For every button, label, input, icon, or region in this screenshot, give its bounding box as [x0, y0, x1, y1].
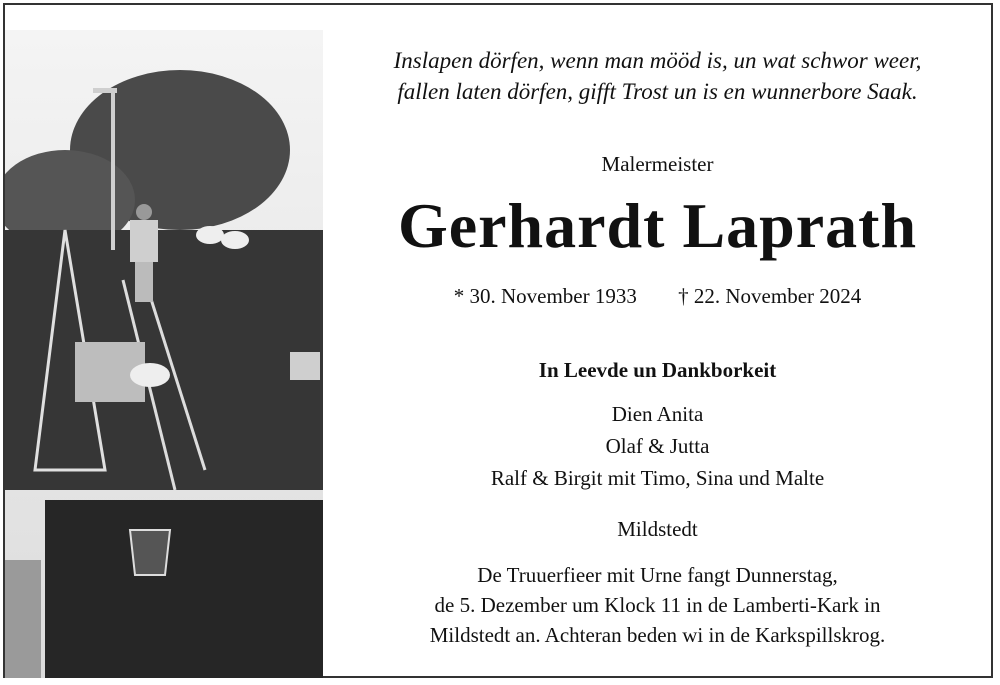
obituary-text — [345, 0, 970, 685]
memorial-photo — [5, 30, 323, 678]
mourner: Ralf & Birgit mit Timo, Sina und Malte — [490, 466, 825, 490]
birth-date: * 30. November 1933 — [453, 284, 637, 308]
service-line: de 5. Dezember um Klock 11 in de Lamberti-Kark in — [434, 593, 881, 617]
service-info — [345, 560, 970, 650]
quote-line: fallen laten dörfen, gifft Trost un is en wunnerbore Saak. — [397, 79, 918, 104]
quote-line: Inslapen dörfen, wenn man mööd is, un wat schwor weer, — [393, 48, 922, 73]
quote — [345, 45, 970, 107]
service-line: Mildstedt an. Achteran beden wi in de Karkspillskrog. — [429, 623, 886, 647]
place: Mildstedt — [617, 517, 698, 541]
profession: Malermeister — [601, 152, 714, 176]
service-line: De Truuerfieer mit Urne fangt Dunnerstag, — [477, 563, 838, 587]
mourner: Olaf & Jutta — [605, 434, 710, 458]
deceased-name: Gerhardt Laprath — [397, 190, 918, 261]
mourner: Dien Anita — [611, 402, 704, 426]
death-date: † 22. November 2024 — [678, 284, 862, 308]
mourners-list — [345, 398, 970, 494]
life-dates — [345, 284, 970, 309]
mourners-heading: In Leevde un Dankborkeit — [538, 358, 777, 382]
